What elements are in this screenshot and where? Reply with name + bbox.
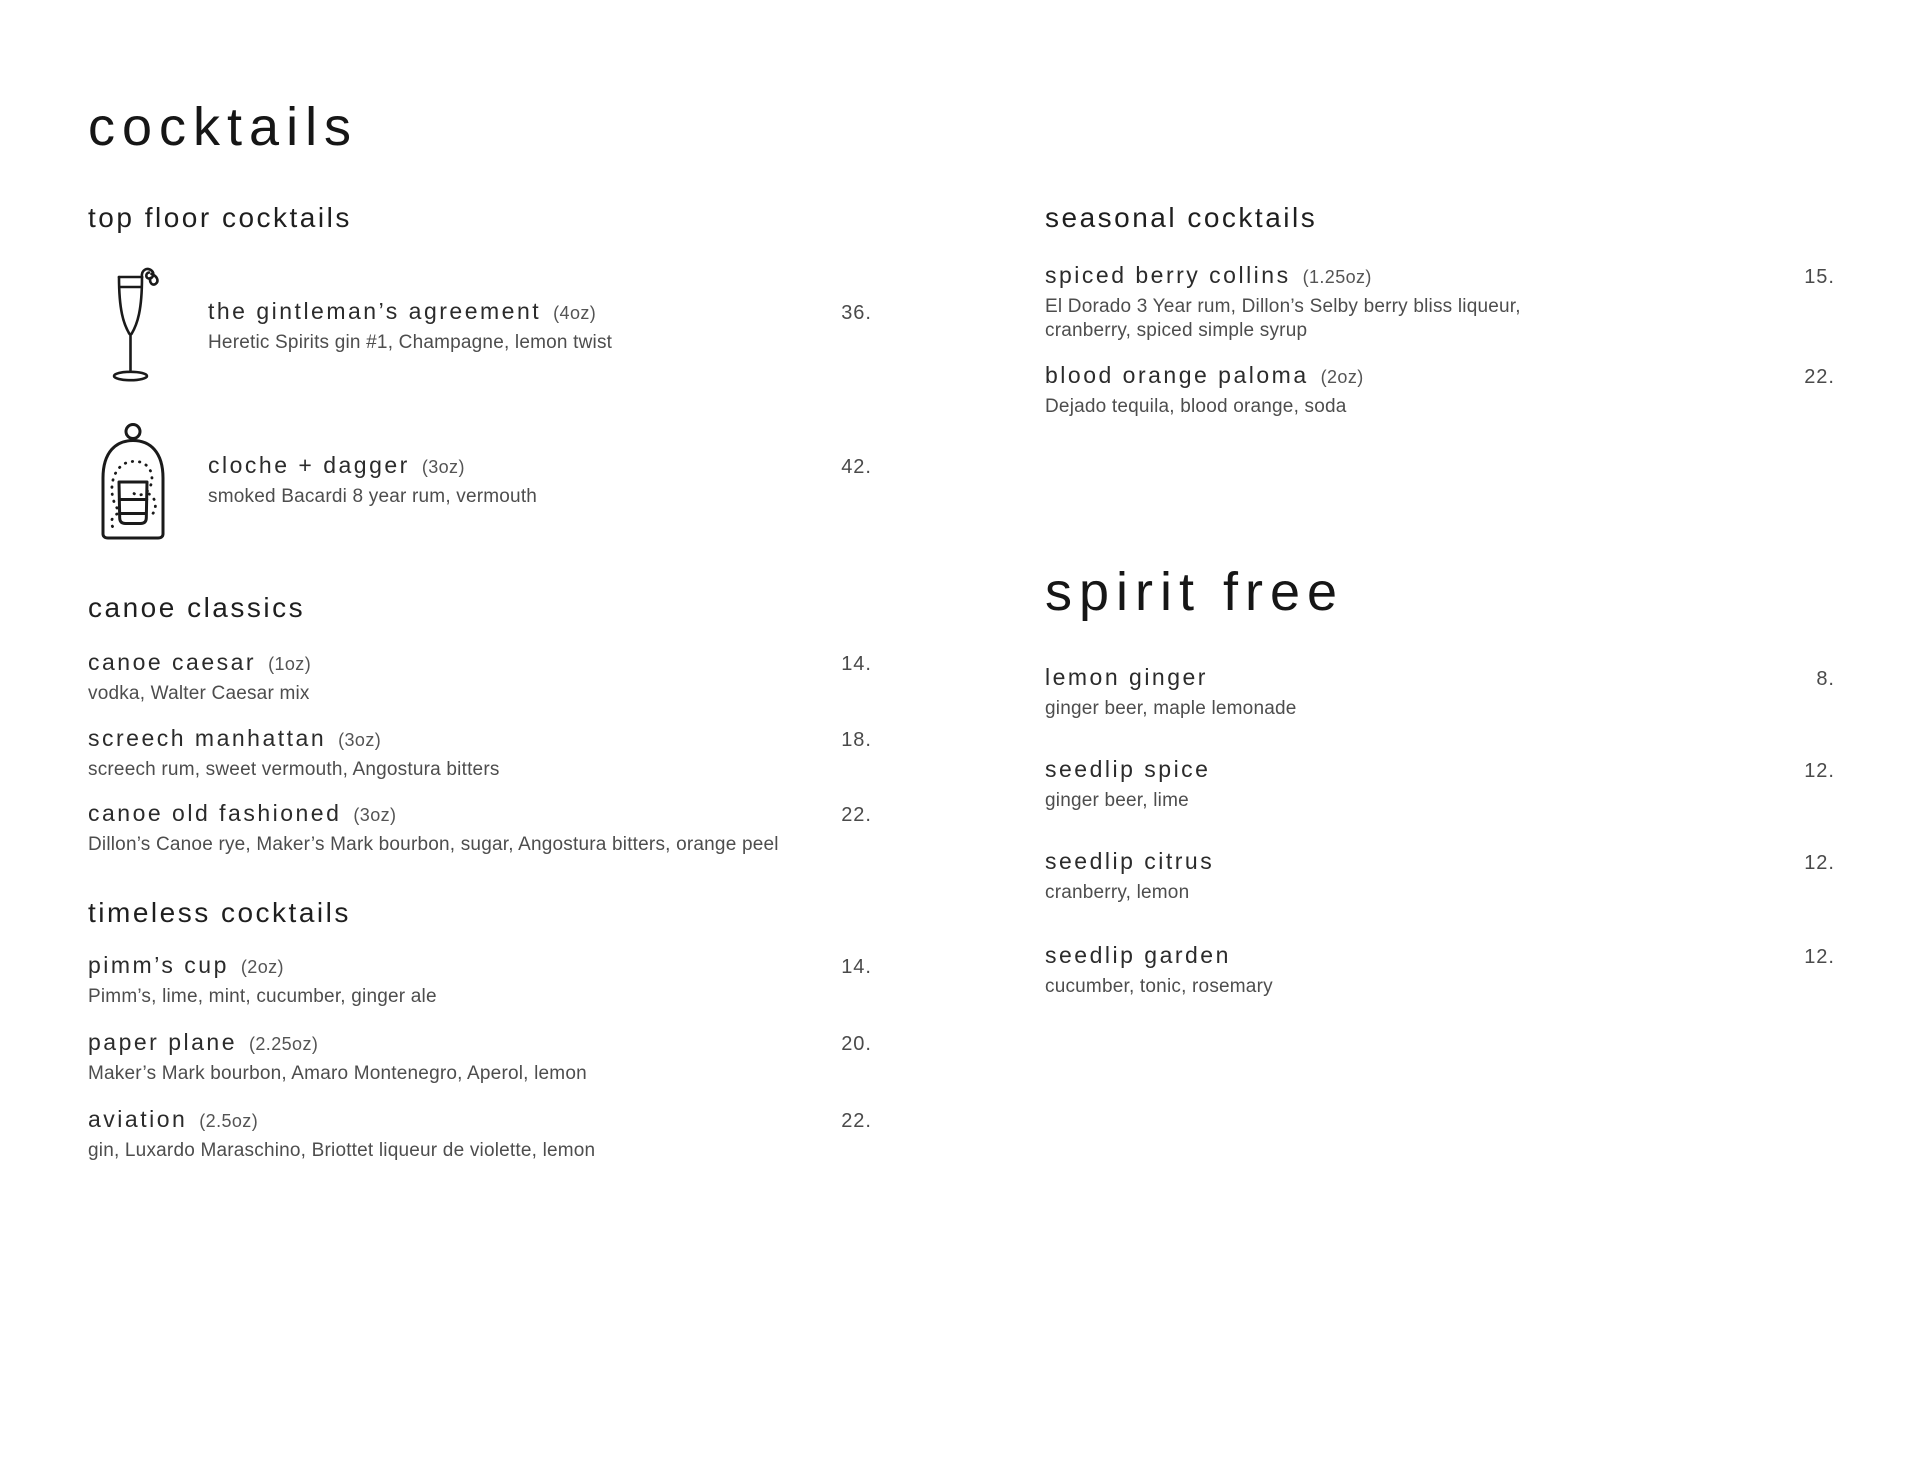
item-size: (1.25oz)	[1302, 267, 1372, 287]
item-price: 14.	[841, 956, 872, 978]
item-price: 22.	[841, 1110, 872, 1132]
item-price: 42.	[841, 456, 872, 478]
menu-item	[1045, 944, 1835, 999]
item-name: paper plane	[88, 1029, 237, 1055]
item-description: vodka, Walter Caesar mix	[88, 683, 310, 704]
item-description: Heretic Spirits gin #1, Champagne, lemon twist	[208, 332, 613, 353]
item-description: cranberry, lemon	[1045, 882, 1190, 903]
menu-item	[1045, 264, 1835, 343]
item-size: (3oz)	[338, 730, 382, 750]
item-name: spiced berry collins	[1045, 262, 1291, 288]
menu-item	[88, 651, 872, 706]
item-name: aviation	[88, 1106, 188, 1132]
item-price: 20.	[841, 1033, 872, 1055]
item-name: cloche + dagger	[208, 452, 410, 478]
item-price: 12.	[1804, 946, 1835, 968]
item-size: (2oz)	[240, 957, 284, 977]
item-size: (2.5oz)	[199, 1111, 259, 1131]
item-name: blood orange paloma	[1045, 362, 1309, 388]
menu-item	[1045, 758, 1835, 813]
section-header-top-floor: top floor cocktails	[88, 202, 352, 233]
item-description: cucumber, tonic, rosemary	[1045, 976, 1273, 997]
menu-item	[88, 1108, 872, 1163]
item-name: seedlip citrus	[1045, 848, 1215, 874]
item-price: 12.	[1804, 852, 1835, 874]
item-description: ginger beer, maple lemonade	[1045, 698, 1297, 719]
section-header-timeless: timeless cocktails	[88, 897, 351, 928]
menu-item	[88, 802, 872, 857]
item-size: (3oz)	[353, 805, 397, 825]
item-size: (2.25oz)	[249, 1034, 319, 1054]
section-header-canoe-classics: canoe classics	[88, 592, 306, 623]
item-description: El Dorado 3 Year rum, Dillon’s Selby berry bliss liqueur, cranberry, spiced simple syrup	[1045, 296, 1521, 341]
item-description: smoked Bacardi 8 year rum, vermouth	[208, 486, 538, 507]
menu-item	[88, 727, 872, 782]
item-price: 18.	[841, 729, 872, 751]
item-price: 15.	[1804, 266, 1835, 288]
menu-item	[88, 954, 872, 1009]
spirit-free-title: spirit free	[1045, 562, 1345, 622]
item-description: Pimm’s, lime, mint, cucumber, ginger ale	[88, 986, 437, 1007]
item-name: lemon ginger	[1045, 664, 1208, 690]
item-description: screech rum, sweet vermouth, Angostura bitters	[88, 759, 500, 780]
item-size: (4oz)	[553, 303, 597, 323]
smoking-cloche-icon	[94, 422, 172, 540]
item-description: gin, Luxardo Maraschino, Briottet liqueur de violette, lemon	[88, 1140, 596, 1161]
menu-item	[1045, 364, 1835, 419]
item-description: Dillon’s Canoe rye, Maker’s Mark bourbon, sugar, Angostura bitters, orange peel	[88, 834, 779, 855]
item-description: Dejado tequila, blood orange, soda	[1045, 396, 1347, 417]
item-name: the gintleman’s agreement	[208, 298, 542, 324]
item-size: (2oz)	[1320, 367, 1364, 387]
item-price: 14.	[841, 653, 872, 675]
item-name: pimm’s cup	[88, 952, 229, 978]
menu-item	[208, 300, 872, 355]
item-name: seedlip garden	[1045, 942, 1231, 968]
menu-item	[1045, 666, 1835, 721]
item-price: 22.	[841, 804, 872, 826]
champagne-flute-icon	[102, 266, 162, 392]
menu-item	[208, 454, 872, 509]
menu-item	[88, 1031, 872, 1086]
item-price: 36.	[841, 302, 872, 324]
item-description: Maker’s Mark bourbon, Amaro Montenegro, Aperol, lemon	[88, 1063, 587, 1084]
item-price: 12.	[1804, 760, 1835, 782]
item-name: canoe caesar	[88, 649, 257, 675]
item-description: ginger beer, lime	[1045, 790, 1189, 811]
item-name: canoe old fashioned	[88, 800, 342, 826]
item-price: 22.	[1804, 366, 1835, 388]
item-price: 8.	[1816, 668, 1835, 690]
menu-item	[1045, 850, 1835, 905]
page-title: cocktails	[88, 97, 359, 157]
section-header-seasonal: seasonal cocktails	[1045, 202, 1318, 233]
item-name: seedlip spice	[1045, 756, 1211, 782]
item-size: (3oz)	[421, 457, 465, 477]
item-size: (1oz)	[268, 654, 312, 674]
item-name: screech manhattan	[88, 725, 327, 751]
